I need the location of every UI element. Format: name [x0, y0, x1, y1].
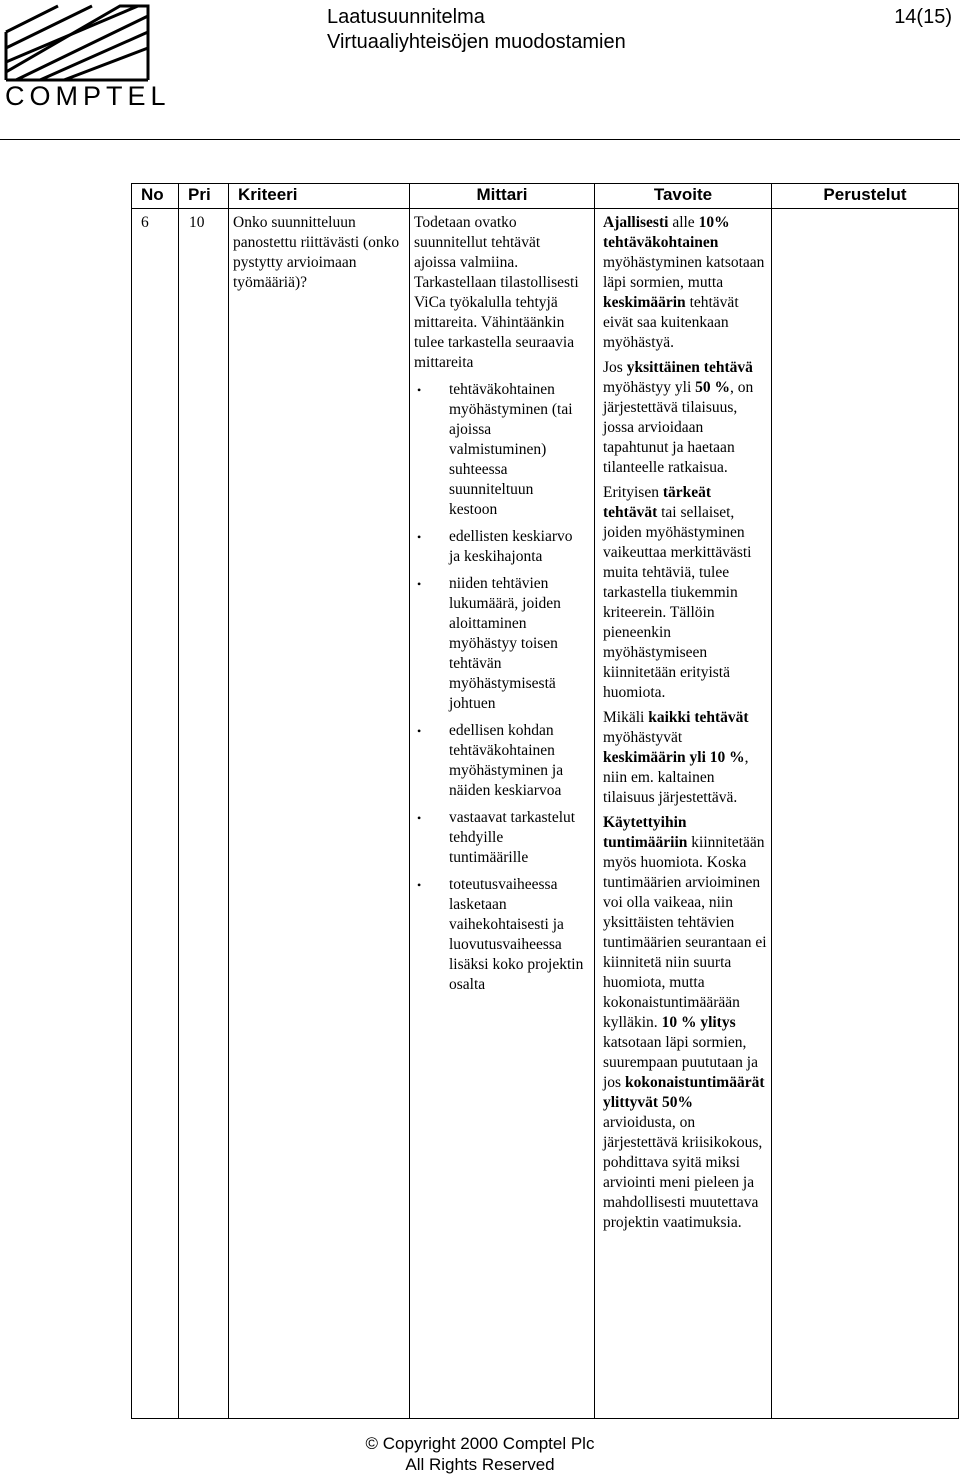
tavoite-text: myöhästyvät	[603, 729, 683, 746]
tavoite-paragraph-2	[603, 358, 767, 478]
criteria-table	[131, 183, 959, 1419]
header-divider	[0, 139, 960, 140]
tavoite-text: myöhästyminen katsotaan läpi sormien, mutta	[603, 254, 765, 291]
bullet-icon: •	[417, 724, 422, 738]
tavoite-emphasis: yksittäinen tehtävä	[626, 359, 753, 376]
header-mittari: Mittari	[410, 184, 595, 209]
tavoite-text: myöhästyy yli	[603, 379, 696, 396]
bullet-icon: •	[417, 577, 422, 591]
tavoite-paragraph-4	[603, 708, 767, 808]
tavoite-emphasis: keskimäärin yli 10 %	[603, 749, 745, 766]
bullet-icon: •	[417, 383, 422, 397]
bullet-icon: •	[417, 811, 422, 825]
cell-pri: 10	[179, 209, 229, 1419]
document-title	[327, 5, 626, 55]
header-pri: Pri	[179, 184, 229, 209]
tavoite-text: katsotaan läpi sormien, suurempaan puututaan ja jos	[603, 1034, 758, 1091]
bullet-icon: •	[417, 530, 422, 544]
header-no: No	[132, 184, 179, 209]
list-item-text: niiden tehtävien lukumäärä, joiden aloittaminen myöhästyy toisen tehtävän myöhästymisestä johtuen	[449, 575, 561, 712]
list-item	[414, 380, 584, 520]
tavoite-text: tehtävät eivät saa kuitenkaan myöhästyä.	[603, 294, 739, 351]
tavoite-paragraph-1	[603, 213, 767, 353]
bullet-icon: •	[417, 878, 422, 892]
mittari-intro: Todetaan ovatko suunnitellut tehtävät ajoissa valmiina. Tarkastellaan tilastollisesti ViCa työkalulla tehtyjä mittareita. Vähintäänkin tulee tarkastella seuraavia mittareita	[414, 214, 579, 371]
tavoite-emphasis: kokonaistuntimäärät ylittyvät 50%	[603, 1074, 765, 1111]
list-item	[414, 808, 584, 868]
tavoite-text: , on järjestettävä tilaisuus, jossa arvioidaan tapahtunut ja haetaan tilanteelle ratkaisua.	[603, 379, 754, 476]
list-item	[414, 527, 584, 567]
table-header-row	[132, 184, 959, 209]
tavoite-text: Jos	[603, 359, 627, 376]
list-item-text: edellisen kohdan tehtäväkohtainen myöhästyminen ja näiden keskiarvoa	[449, 722, 564, 799]
table-row	[132, 209, 959, 1419]
tavoite-text: Erityisen	[603, 484, 663, 501]
cell-perustelut	[772, 209, 959, 1419]
header-tavoite: Tavoite	[595, 184, 772, 209]
header-kriteeri: Kriteeri	[229, 184, 410, 209]
mittari-bullet-list	[414, 380, 584, 995]
tavoite-text: , niin em. kaltainen tilaisuus järjestettävä.	[603, 749, 749, 806]
list-item-text: toteutusvaiheessa lasketaan vaihekohtaisesti ja luovutusvaiheessa lisäksi koko projektin osalta	[449, 876, 584, 993]
tavoite-emphasis: 10% tehtäväkohtainen	[603, 214, 730, 251]
page-footer	[0, 1433, 960, 1475]
list-item	[414, 721, 584, 801]
list-item-text: vastaavat tarkastelut tehdyille tuntimäärille	[449, 809, 576, 866]
logo-wordmark: COMPTEL	[5, 81, 171, 111]
list-item-text: tehtäväkohtainen myöhästyminen (tai ajoissa valmistuminen) suhteessa suunniteltuun kestoon	[449, 381, 573, 518]
cell-no: 6	[132, 209, 179, 1419]
tavoite-text: tai sellaiset, joiden myöhästyminen vaikeuttaa merkittävästi muita tehtäviä, tulee tarkastella tiukemmin kriteerein. Tällöin pieneenkin myöhästymiseen kiinnitetään erityistä huomiota.	[603, 504, 752, 701]
tavoite-emphasis: keskimäärin	[603, 294, 686, 311]
tavoite-emphasis: 10 % ylitys	[661, 1014, 736, 1031]
list-item	[414, 574, 584, 714]
tavoite-text: alle	[668, 214, 699, 231]
tavoite-emphasis: Ajallisesti	[603, 214, 669, 231]
document-title-line2: Virtuaaliyhteisöjen muodostamien	[327, 31, 626, 53]
cell-kriteeri: Onko suunnitteluun panostettu riittävästi (onko pystytty arvioimaan työmääriä)?	[229, 209, 410, 1419]
list-item	[414, 875, 584, 995]
cell-mittari	[410, 209, 595, 1419]
tavoite-emphasis: tärkeät tehtävät	[603, 484, 712, 521]
tavoite-emphasis: Käytettyihin tuntimääriin	[603, 814, 688, 851]
document-title-line1: Laatusuunnitelma	[327, 6, 485, 28]
footer-rights: All Rights Reserved	[405, 1455, 555, 1474]
cell-tavoite	[595, 209, 772, 1419]
tavoite-emphasis: 50 %	[695, 379, 731, 396]
tavoite-text: arvioidusta, on järjestettävä kriisikokous, pohdittava syitä miksi arviointi meni pieleen ja mahdollisesti muutettava projektin vaatimuksia.	[603, 1114, 763, 1231]
tavoite-paragraph-5	[603, 813, 767, 1233]
tavoite-text: Mikäli	[603, 709, 649, 726]
footer-copyright: © Copyright 2000 Comptel Plc	[365, 1434, 595, 1453]
comptel-logo	[2, 2, 171, 114]
page-number: 14(15)	[894, 6, 952, 28]
tavoite-text: kiinnitetään myös huomiota. Koska tuntimäärien arvioiminen voi olla vaikeaa, niin yksittäisten tehtävien tuntimäärien seurantaan ei kiinnitetä niin suurta huomiota, mutta kokonaistuntimäärään kylläkin.	[603, 834, 767, 1031]
header-perustelut: Perustelut	[772, 184, 959, 209]
tavoite-emphasis: kaikki tehtävät	[648, 709, 749, 726]
list-item-text: edellisten keskiarvo ja keskihajonta	[449, 528, 573, 565]
tavoite-paragraph-3	[603, 483, 767, 703]
